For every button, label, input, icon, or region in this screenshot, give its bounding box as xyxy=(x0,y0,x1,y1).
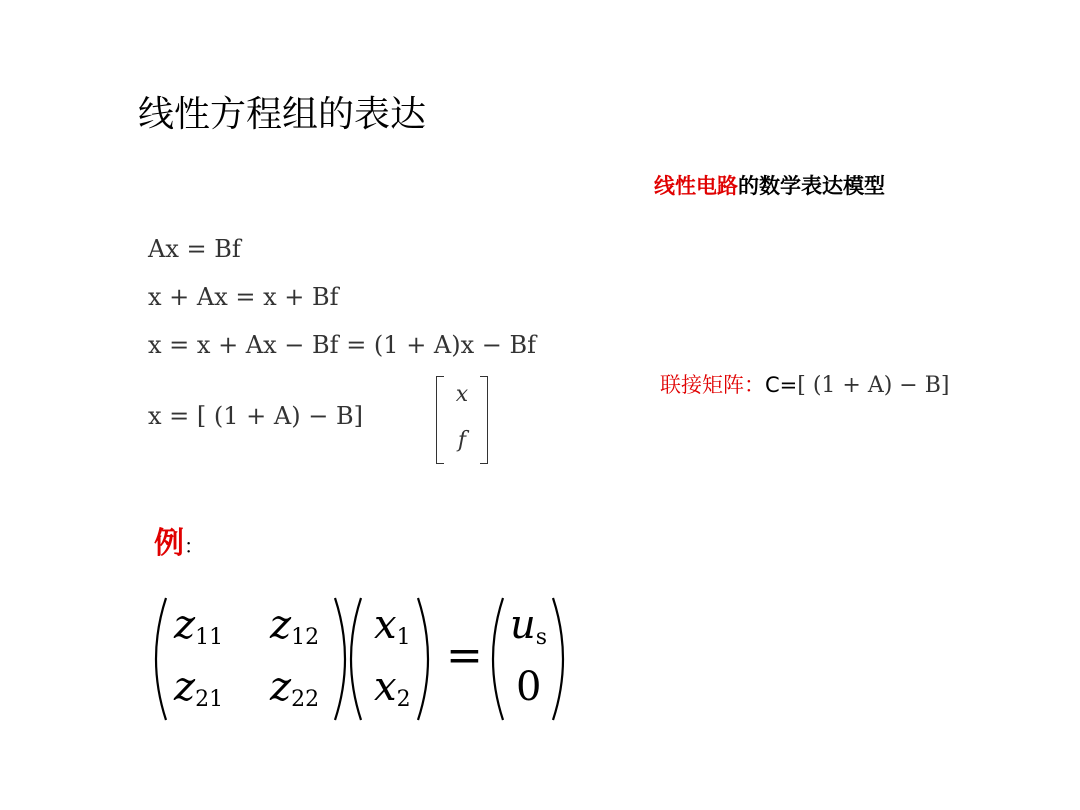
u-s: $u_s$ xyxy=(510,602,548,650)
x1: $x_1$ xyxy=(374,602,411,650)
x2: $x_2$ xyxy=(374,664,411,712)
connection-matrix xyxy=(660,369,949,399)
z21: $z_{21}$ xyxy=(174,664,224,712)
subtitle xyxy=(654,170,885,200)
x-vector-right-paren xyxy=(418,598,428,720)
equation-4: x = [ (1 + A) − B] xyxy=(148,402,363,430)
z-matrix-right-paren xyxy=(335,598,345,720)
z-matrix-left-paren xyxy=(156,598,166,720)
example-label: 例 xyxy=(154,526,184,561)
matrix-equation xyxy=(148,594,578,724)
subtitle-rest: 的数学表达模型 xyxy=(738,174,885,198)
z22: $z_{22}$ xyxy=(270,664,320,712)
vector-entry-x: x xyxy=(455,382,469,407)
slide-title: 线性方程组的表达 xyxy=(138,94,427,135)
equation-1: Ax = Bf xyxy=(148,235,241,263)
column-vector xyxy=(436,376,488,464)
x-vector-left-paren xyxy=(351,598,361,720)
connection-matrix-symbol: C= xyxy=(765,373,798,397)
zero: 0 xyxy=(516,664,542,710)
u-vector-left-paren xyxy=(493,598,503,720)
example-heading xyxy=(154,518,204,562)
connection-matrix-label: 联接矩阵： xyxy=(660,373,765,397)
equation-3: x = x + Ax − Bf = (1 + A)x − Bf xyxy=(148,331,537,359)
example-colon: ： xyxy=(184,534,204,558)
equation-2: x + Ax = x + Bf xyxy=(148,283,339,311)
z11: $z_{11}$ xyxy=(174,602,224,650)
u-vector-right-paren xyxy=(553,598,563,720)
subtitle-highlight: 线性电路 xyxy=(654,174,738,198)
connection-matrix-expr: [ (1 + A) − B] xyxy=(797,373,950,398)
equals-sign: = xyxy=(446,630,483,681)
z12: $z_{12}$ xyxy=(270,602,320,650)
vector-entry-f: f xyxy=(457,428,467,453)
